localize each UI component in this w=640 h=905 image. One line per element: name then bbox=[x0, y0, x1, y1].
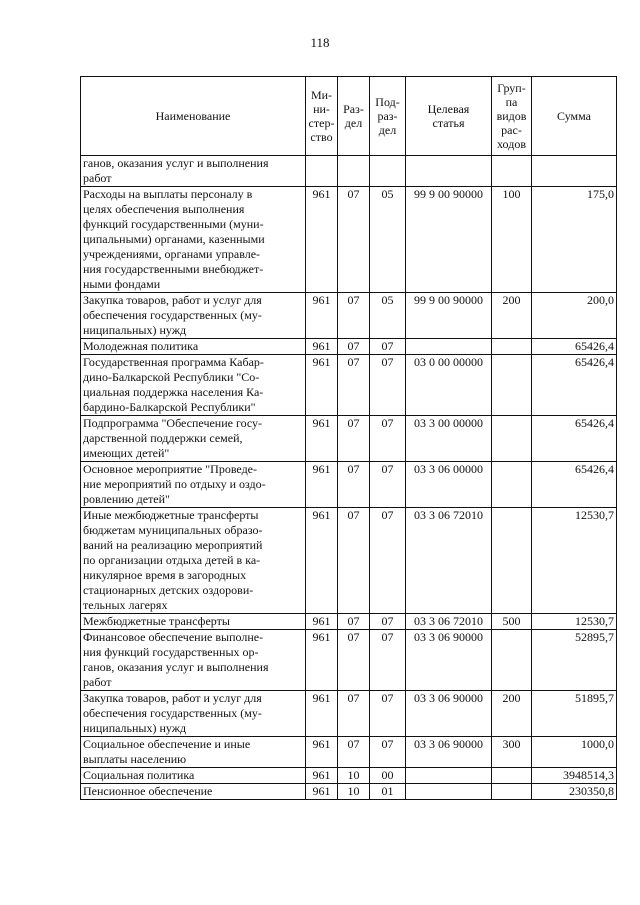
cell-expense-group: 200 bbox=[492, 293, 532, 339]
cell-expense-group bbox=[492, 339, 532, 355]
cell-subsection: 07 bbox=[370, 737, 406, 768]
cell-ministry: 961 bbox=[306, 416, 338, 462]
table-row bbox=[81, 508, 617, 614]
cell-section: 07 bbox=[338, 416, 370, 462]
cell-name: Социальная политика bbox=[81, 768, 306, 784]
cell-section bbox=[338, 156, 370, 187]
header-row bbox=[81, 77, 617, 156]
cell-sum: 52895,7 bbox=[532, 630, 617, 691]
cell-ministry: 961 bbox=[306, 293, 338, 339]
cell-target bbox=[406, 768, 492, 784]
cell-subsection: 07 bbox=[370, 416, 406, 462]
cell-subsection: 05 bbox=[370, 187, 406, 293]
cell-sum: 1000,0 bbox=[532, 737, 617, 768]
cell-section: 10 bbox=[338, 768, 370, 784]
cell-expense-group: 500 bbox=[492, 614, 532, 630]
cell-expense-group bbox=[492, 156, 532, 187]
table-row bbox=[81, 156, 617, 187]
cell-ministry bbox=[306, 156, 338, 187]
cell-section: 07 bbox=[338, 462, 370, 508]
cell-sum: 230350,8 bbox=[532, 784, 617, 800]
cell-target: 03 0 00 00000 bbox=[406, 355, 492, 416]
cell-target: 03 3 06 72010 bbox=[406, 508, 492, 614]
cell-target bbox=[406, 784, 492, 800]
cell-expense-group bbox=[492, 630, 532, 691]
cell-name: Закупка товаров, работ и услуг для обеспечения государственных (му- ниципальных) нужд bbox=[81, 293, 306, 339]
cell-name: Государственная программа Кабар- дино-Балкарской Республики "Со- циальная поддержка населения Ка- бардино-Балкарской Республики" bbox=[81, 355, 306, 416]
cell-name: Закупка товаров, работ и услуг для обеспечения государственных (му- ниципальных) нужд bbox=[81, 691, 306, 737]
cell-sum: 65426,4 bbox=[532, 339, 617, 355]
cell-section: 07 bbox=[338, 355, 370, 416]
cell-section: 07 bbox=[338, 508, 370, 614]
cell-subsection: 07 bbox=[370, 462, 406, 508]
cell-target: 03 3 06 72010 bbox=[406, 614, 492, 630]
cell-expense-group bbox=[492, 784, 532, 800]
cell-target: 03 3 06 00000 bbox=[406, 462, 492, 508]
cell-ministry: 961 bbox=[306, 737, 338, 768]
cell-ministry: 961 bbox=[306, 768, 338, 784]
cell-name: ганов, оказания услуг и выполнения работ bbox=[81, 156, 306, 187]
table-row bbox=[81, 416, 617, 462]
cell-section: 07 bbox=[338, 339, 370, 355]
table-row bbox=[81, 784, 617, 800]
cell-section: 07 bbox=[338, 630, 370, 691]
cell-ministry: 961 bbox=[306, 355, 338, 416]
cell-sum: 200,0 bbox=[532, 293, 617, 339]
table-row bbox=[81, 691, 617, 737]
cell-sum: 65426,4 bbox=[532, 416, 617, 462]
header-ministry: Ми- ни- стер- ство bbox=[306, 77, 338, 156]
cell-subsection bbox=[370, 156, 406, 187]
cell-subsection: 00 bbox=[370, 768, 406, 784]
cell-name: Основное мероприятие "Проведе- ние мероприятий по отдыху и оздо- ровлению детей" bbox=[81, 462, 306, 508]
cell-subsection: 07 bbox=[370, 691, 406, 737]
cell-target: 03 3 06 90000 bbox=[406, 630, 492, 691]
cell-name: Финансовое обеспечение выполне- ния функций государственных ор- ганов, оказания услуг и выполнения работ bbox=[81, 630, 306, 691]
table-row bbox=[81, 462, 617, 508]
cell-expense-group bbox=[492, 768, 532, 784]
cell-target bbox=[406, 339, 492, 355]
header-sum: Сумма bbox=[532, 77, 617, 156]
table-row bbox=[81, 737, 617, 768]
header-name: Наименование bbox=[81, 77, 306, 156]
table-row bbox=[81, 614, 617, 630]
cell-expense-group: 200 bbox=[492, 691, 532, 737]
cell-section: 07 bbox=[338, 691, 370, 737]
table-row bbox=[81, 768, 617, 784]
cell-target: 03 3 00 00000 bbox=[406, 416, 492, 462]
cell-target: 03 3 06 90000 bbox=[406, 691, 492, 737]
table-row bbox=[81, 293, 617, 339]
page-number: 118 bbox=[310, 35, 330, 50]
cell-name: Подпрограмма "Обеспечение госу- дарственной поддержки семей, имеющих детей" bbox=[81, 416, 306, 462]
cell-section: 07 bbox=[338, 293, 370, 339]
cell-sum: 65426,4 bbox=[532, 355, 617, 416]
table-row bbox=[81, 187, 617, 293]
table-row bbox=[81, 339, 617, 355]
cell-target: 99 9 00 90000 bbox=[406, 187, 492, 293]
cell-target: 99 9 00 90000 bbox=[406, 293, 492, 339]
cell-name: Молодежная политика bbox=[81, 339, 306, 355]
cell-expense-group: 100 bbox=[492, 187, 532, 293]
cell-name: Иные межбюджетные трансферты бюджетам муниципальных образо- ваний на реализацию мероприятий по организации отдыха детей в ка- никулярное время в загородных стационарных детских оздорови- тельных лагерях bbox=[81, 508, 306, 614]
cell-sum: 12530,7 bbox=[532, 614, 617, 630]
header-target: Целевая статья bbox=[406, 77, 492, 156]
header-section: Раз- дел bbox=[338, 77, 370, 156]
budget-table bbox=[80, 76, 617, 800]
cell-section: 07 bbox=[338, 187, 370, 293]
cell-subsection: 07 bbox=[370, 614, 406, 630]
cell-sum: 51895,7 bbox=[532, 691, 617, 737]
cell-subsection: 05 bbox=[370, 293, 406, 339]
cell-ministry: 961 bbox=[306, 339, 338, 355]
table-row bbox=[81, 355, 617, 416]
cell-name: Расходы на выплаты персоналу в целях обеспечения выполнения функций государственными (муни- ципальными) органами, казенными учреждениями, органами управле- ния государственными внебюджет- ными фондами bbox=[81, 187, 306, 293]
cell-ministry: 961 bbox=[306, 614, 338, 630]
cell-target: 03 3 06 90000 bbox=[406, 737, 492, 768]
cell-sum: 65426,4 bbox=[532, 462, 617, 508]
cell-expense-group bbox=[492, 462, 532, 508]
cell-sum bbox=[532, 156, 617, 187]
cell-name: Пенсионное обеспечение bbox=[81, 784, 306, 800]
cell-subsection: 01 bbox=[370, 784, 406, 800]
cell-expense-group bbox=[492, 416, 532, 462]
cell-ministry: 961 bbox=[306, 691, 338, 737]
cell-section: 07 bbox=[338, 737, 370, 768]
table-row bbox=[81, 630, 617, 691]
cell-section: 10 bbox=[338, 784, 370, 800]
table-header bbox=[81, 77, 617, 156]
header-subsection: Под- раз- дел bbox=[370, 77, 406, 156]
cell-subsection: 07 bbox=[370, 508, 406, 614]
cell-expense-group bbox=[492, 355, 532, 416]
cell-ministry: 961 bbox=[306, 630, 338, 691]
cell-sum: 3948514,3 bbox=[532, 768, 617, 784]
cell-ministry: 961 bbox=[306, 462, 338, 508]
cell-subsection: 07 bbox=[370, 630, 406, 691]
cell-subsection: 07 bbox=[370, 355, 406, 416]
cell-name: Социальное обеспечение и иные выплаты населению bbox=[81, 737, 306, 768]
cell-sum: 175,0 bbox=[532, 187, 617, 293]
cell-target bbox=[406, 156, 492, 187]
cell-expense-group: 300 bbox=[492, 737, 532, 768]
cell-ministry: 961 bbox=[306, 508, 338, 614]
cell-expense-group bbox=[492, 508, 532, 614]
cell-sum: 12530,7 bbox=[532, 508, 617, 614]
cell-section: 07 bbox=[338, 614, 370, 630]
table-body bbox=[81, 156, 617, 800]
cell-ministry: 961 bbox=[306, 784, 338, 800]
header-expense-group: Груп- па видов рас- ходов bbox=[492, 77, 532, 156]
cell-subsection: 07 bbox=[370, 339, 406, 355]
cell-name: Межбюджетные трансферты bbox=[81, 614, 306, 630]
cell-ministry: 961 bbox=[306, 187, 338, 293]
